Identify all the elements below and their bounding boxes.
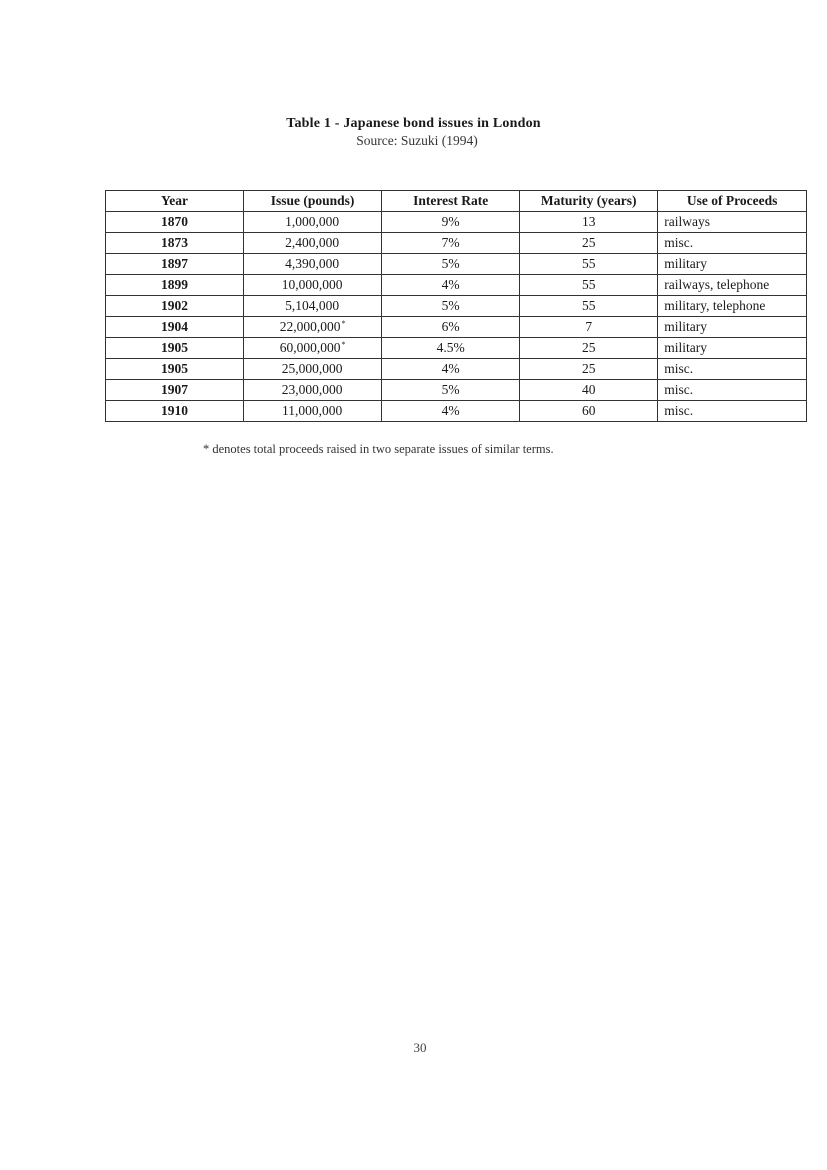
cell-interest-rate: 4.5% [382,338,520,359]
cell-maturity: 55 [520,296,658,317]
table-source: Source: Suzuki (1994) [356,133,478,148]
header-issue: Issue (pounds) [244,191,382,212]
cell-maturity: 7 [520,317,658,338]
table-row [106,317,807,338]
cell-maturity: 55 [520,254,658,275]
cell-year: 1907 [106,380,244,401]
cell-year: 1905 [106,338,244,359]
issue-amount: 25,000,000 [281,361,343,376]
cell-use: military [658,254,807,275]
cell-maturity: 25 [520,359,658,380]
cell-maturity: 55 [520,275,658,296]
table-row [106,212,807,233]
cell-year: 1905 [106,359,244,380]
cell-issue [244,212,382,233]
cell-maturity: 40 [520,380,658,401]
cell-issue [244,275,382,296]
footnote-mark: * [341,339,346,349]
issue-amount: 23,000,000 [281,382,343,397]
issue-amount: 60,000,000 [279,340,341,355]
table-row [106,254,807,275]
cell-use: railways [658,212,807,233]
issue-amount: 22,000,000 [279,319,341,334]
table-footnote: * denotes total proceeds raised in two separate issues of similar terms. [203,442,554,456]
cell-interest-rate: 5% [382,296,520,317]
cell-issue [244,317,382,338]
table-row [106,401,807,422]
issue-amount: 5,104,000 [285,298,340,313]
cell-year: 1902 [106,296,244,317]
cell-year: 1897 [106,254,244,275]
table-row [106,275,807,296]
issue-amount: 10,000,000 [281,277,343,292]
table-row [106,380,807,401]
issue-amount: 2,400,000 [285,235,340,250]
cell-use: military, telephone [658,296,807,317]
header-use-of-proceeds: Use of Proceeds [658,191,807,212]
cell-year: 1910 [106,401,244,422]
issue-amount: 4,390,000 [285,256,340,271]
cell-maturity: 60 [520,401,658,422]
cell-interest-rate: 6% [382,317,520,338]
cell-use: railways, telephone [658,275,807,296]
table-row [106,233,807,254]
cell-use: misc. [658,233,807,254]
issue-amount: 1,000,000 [285,214,340,229]
cell-interest-rate: 4% [382,359,520,380]
table-title: Table 1 - Japanese bond issues in London [286,116,541,131]
bond-issues-table [105,190,807,422]
cell-interest-rate: 4% [382,275,520,296]
cell-interest-rate: 5% [382,254,520,275]
cell-year: 1904 [106,317,244,338]
header-maturity: Maturity (years) [520,191,658,212]
cell-use: misc. [658,401,807,422]
cell-year: 1873 [106,233,244,254]
cell-interest-rate: 4% [382,401,520,422]
cell-issue [244,338,382,359]
table-header-row [106,191,807,212]
cell-interest-rate: 7% [382,233,520,254]
cell-use: misc. [658,380,807,401]
cell-issue [244,233,382,254]
cell-issue [244,380,382,401]
cell-use: misc. [658,359,807,380]
header-year: Year [106,191,244,212]
cell-issue [244,401,382,422]
cell-maturity: 13 [520,212,658,233]
cell-maturity: 25 [520,338,658,359]
header-interest-rate: Interest Rate [382,191,520,212]
cell-issue [244,296,382,317]
footnote-mark: * [341,318,346,328]
table-row [106,359,807,380]
cell-maturity: 25 [520,233,658,254]
table-row [106,296,807,317]
cell-use: military [658,317,807,338]
cell-issue [244,359,382,380]
cell-interest-rate: 5% [382,380,520,401]
cell-interest-rate: 9% [382,212,520,233]
cell-issue [244,254,382,275]
page-number: 30 [413,1040,427,1055]
cell-use: military [658,338,807,359]
cell-year: 1899 [106,275,244,296]
cell-year: 1870 [106,212,244,233]
table-row [106,338,807,359]
issue-amount: 11,000,000 [281,403,343,418]
